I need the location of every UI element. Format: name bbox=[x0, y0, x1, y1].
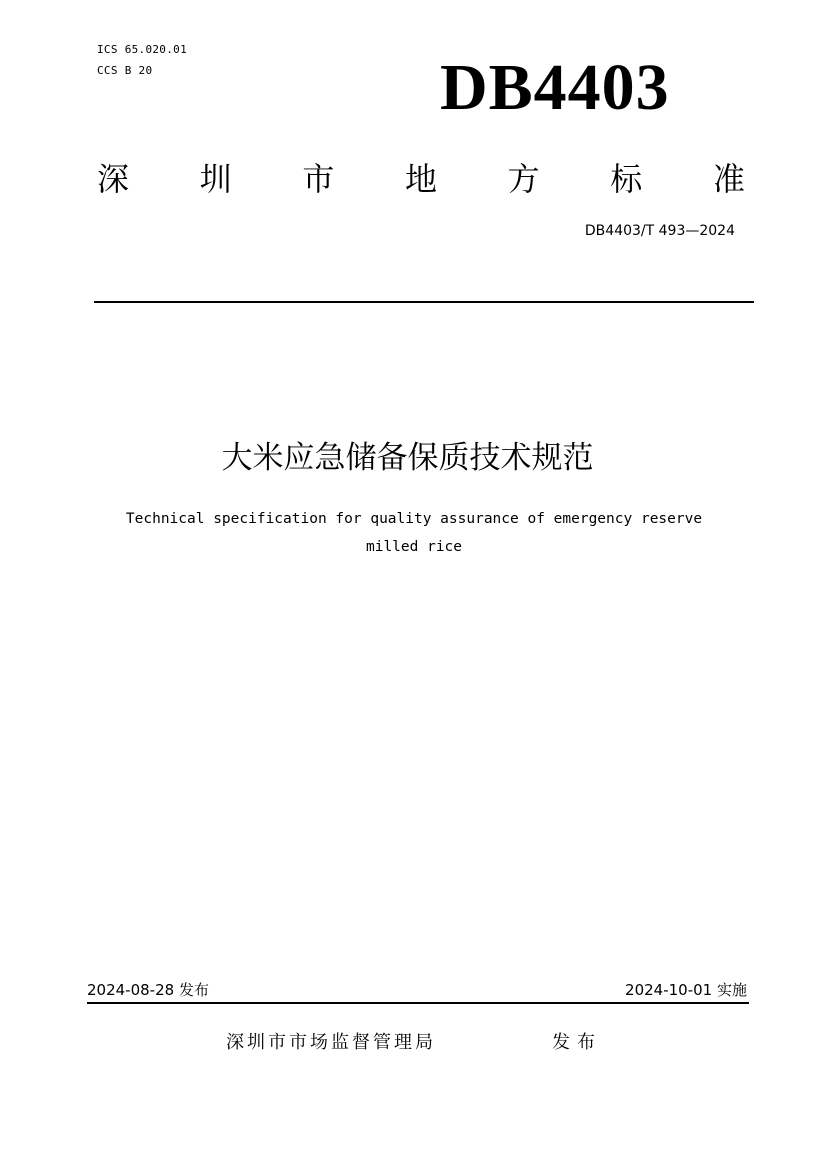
standard-type-char: 圳 bbox=[199, 160, 232, 198]
ccs-code: CCS B 20 bbox=[97, 64, 153, 77]
ics-code: ICS 65.020.01 bbox=[97, 43, 187, 56]
standard-type-char: 市 bbox=[302, 160, 335, 198]
issuer-action: 发布 bbox=[552, 1032, 602, 1053]
standard-type-char: 地 bbox=[404, 160, 437, 198]
standard-number: DB4403/T 493—2024 bbox=[584, 223, 735, 239]
bottom-divider bbox=[87, 1002, 749, 1004]
standard-type-char: 标 bbox=[610, 160, 643, 198]
issuer-name: 深圳市市场监督管理局 bbox=[226, 1032, 436, 1053]
issue-date: 2024-08-28 发布 bbox=[87, 981, 209, 999]
standard-type-char: 准 bbox=[712, 160, 745, 198]
document-title-en-line2: milled rice bbox=[365, 539, 463, 555]
standard-type-heading bbox=[97, 155, 745, 203]
standard-logo: DB4403 bbox=[440, 51, 670, 124]
standard-type-char: 方 bbox=[507, 160, 540, 198]
top-divider bbox=[94, 301, 754, 303]
implementation-date: 2024-10-01 实施 bbox=[625, 981, 747, 999]
standard-type-char: 深 bbox=[97, 160, 130, 198]
document-title-zh: 大米应急储备保质技术规范 bbox=[221, 440, 594, 476]
document-title-en-line1: Technical specification for quality assurance of emergency reserve bbox=[125, 511, 703, 527]
